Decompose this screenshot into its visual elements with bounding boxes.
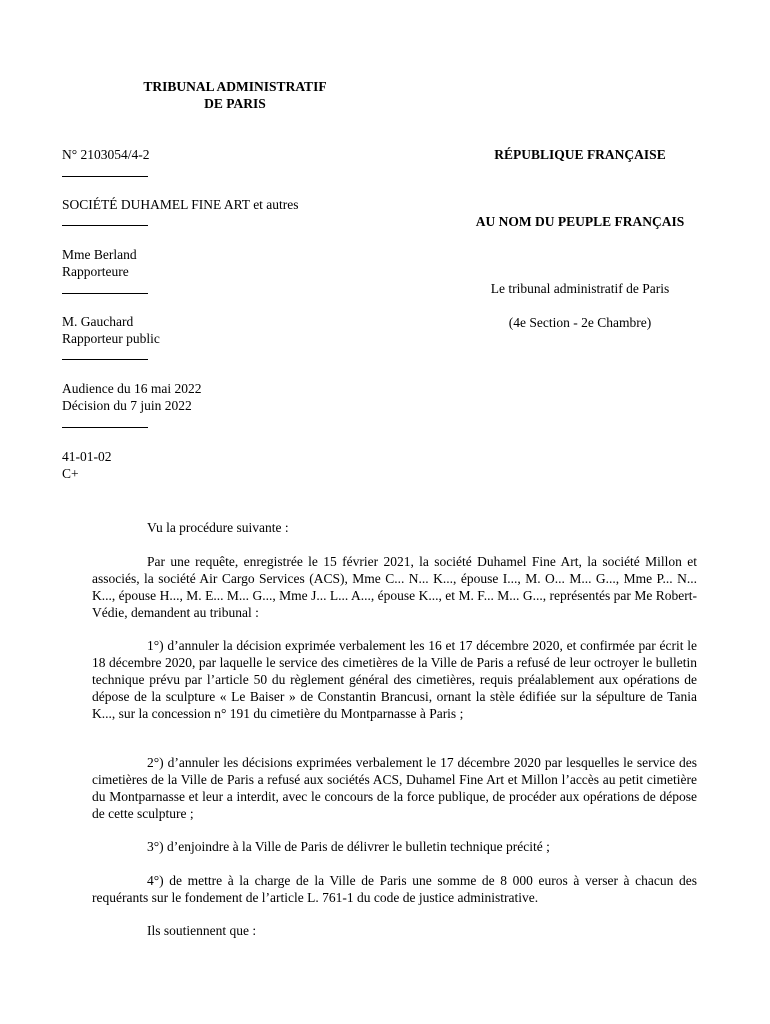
people-heading: AU NOM DU PEUPLE FRANÇAIS bbox=[475, 214, 685, 229]
request-paragraph: Par une requête, enregistrée le 15 février 2021, la société Duhamel Fine Art, la société Millon et associés, la société Air Cargo Services (ACS), Mme C... N... K..., épouse I..., M. O... M... G..., Mme P... N... K..., épouse H..., M. E... M... G..., Mme J... L... A..., épouse K..., et M. F... M... G..., représentés par Me Robert-Védie, demandent au tribunal : bbox=[92, 554, 697, 620]
rapporteur-name: Mme Berland bbox=[62, 247, 137, 262]
separator bbox=[62, 176, 148, 177]
separator bbox=[62, 293, 148, 294]
claim-1-paragraph: 1°) d’annuler la décision exprimée verbalement les 16 et 17 décembre 2020, et confirmée par écrit le 18 décembre 2020, par laquelle le service des cimetières de la Ville de Paris a refusé de leur octroyer le bulletin technique prévu par l’article 50 du règlement général des cimetières, requis préalablement aux opérations de dépose de la sculpture « Le Baiser » de Constantin Brancusi, ornant la stèle édifiée sur la sépulture de Tania K..., sur la concession n° 191 du cimetière du Montparnasse à Paris ; bbox=[92, 638, 697, 721]
classification-code: 41-01-02 bbox=[62, 449, 112, 464]
separator bbox=[62, 427, 148, 428]
rapporteur-role: Rapporteure bbox=[62, 264, 129, 279]
court-name-line2: DE PARIS bbox=[204, 96, 266, 111]
separator bbox=[62, 359, 148, 360]
classification-grade: C+ bbox=[62, 466, 79, 481]
public-rapporteur-role: Rapporteur public bbox=[62, 331, 160, 346]
republic-heading: RÉPUBLIQUE FRANÇAISE bbox=[494, 147, 666, 162]
parties: SOCIÉTÉ DUHAMEL FINE ART et autres bbox=[62, 197, 299, 212]
court-header bbox=[110, 78, 360, 112]
public-rapporteur-name: M. Gauchard bbox=[62, 314, 134, 329]
claim-3-paragraph: 3°) d’enjoindre à la Ville de Paris de délivrer le bulletin technique précité ; bbox=[147, 839, 550, 854]
claim-2-paragraph: 2°) d’annuler les décisions exprimées verbalement le 17 décembre 2020 par lesquelles le service des cimetières de la Ville de Paris a refusé aux sociétés ACS, Duhamel Fine Art et Millon l’accès au petit cimetière du Montparnasse et leur a interdit, avec le concours de la force publique, de procéder aux opérations de dépose de cette sculpture ; bbox=[92, 755, 697, 821]
procedure-intro: Vu la procédure suivante : bbox=[147, 520, 289, 535]
arguments-intro: Ils soutiennent que : bbox=[147, 923, 257, 938]
court-name-line1: TRIBUNAL ADMINISTRATIF bbox=[143, 79, 327, 94]
claim-4-paragraph: 4°) de mettre à la charge de la Ville de Paris une somme de 8 000 euros à verser à chacun des requérants sur le fondement de l’article L. 761-1 du code de justice administrative. bbox=[92, 873, 697, 905]
tribunal-name: Le tribunal administratif de Paris bbox=[490, 281, 670, 296]
case-number: N° 2103054/4-2 bbox=[62, 147, 150, 162]
public-rapporteur-block bbox=[62, 313, 160, 347]
hearing-date: Audience du 16 mai 2022 bbox=[62, 381, 202, 396]
separator bbox=[62, 225, 148, 226]
section-chamber: (4e Section - 2e Chambre) bbox=[508, 315, 652, 330]
dates-block bbox=[62, 380, 201, 414]
rapporteur-block bbox=[62, 246, 137, 280]
classification-block bbox=[62, 448, 112, 482]
decision-date: Décision du 7 juin 2022 bbox=[62, 398, 192, 413]
